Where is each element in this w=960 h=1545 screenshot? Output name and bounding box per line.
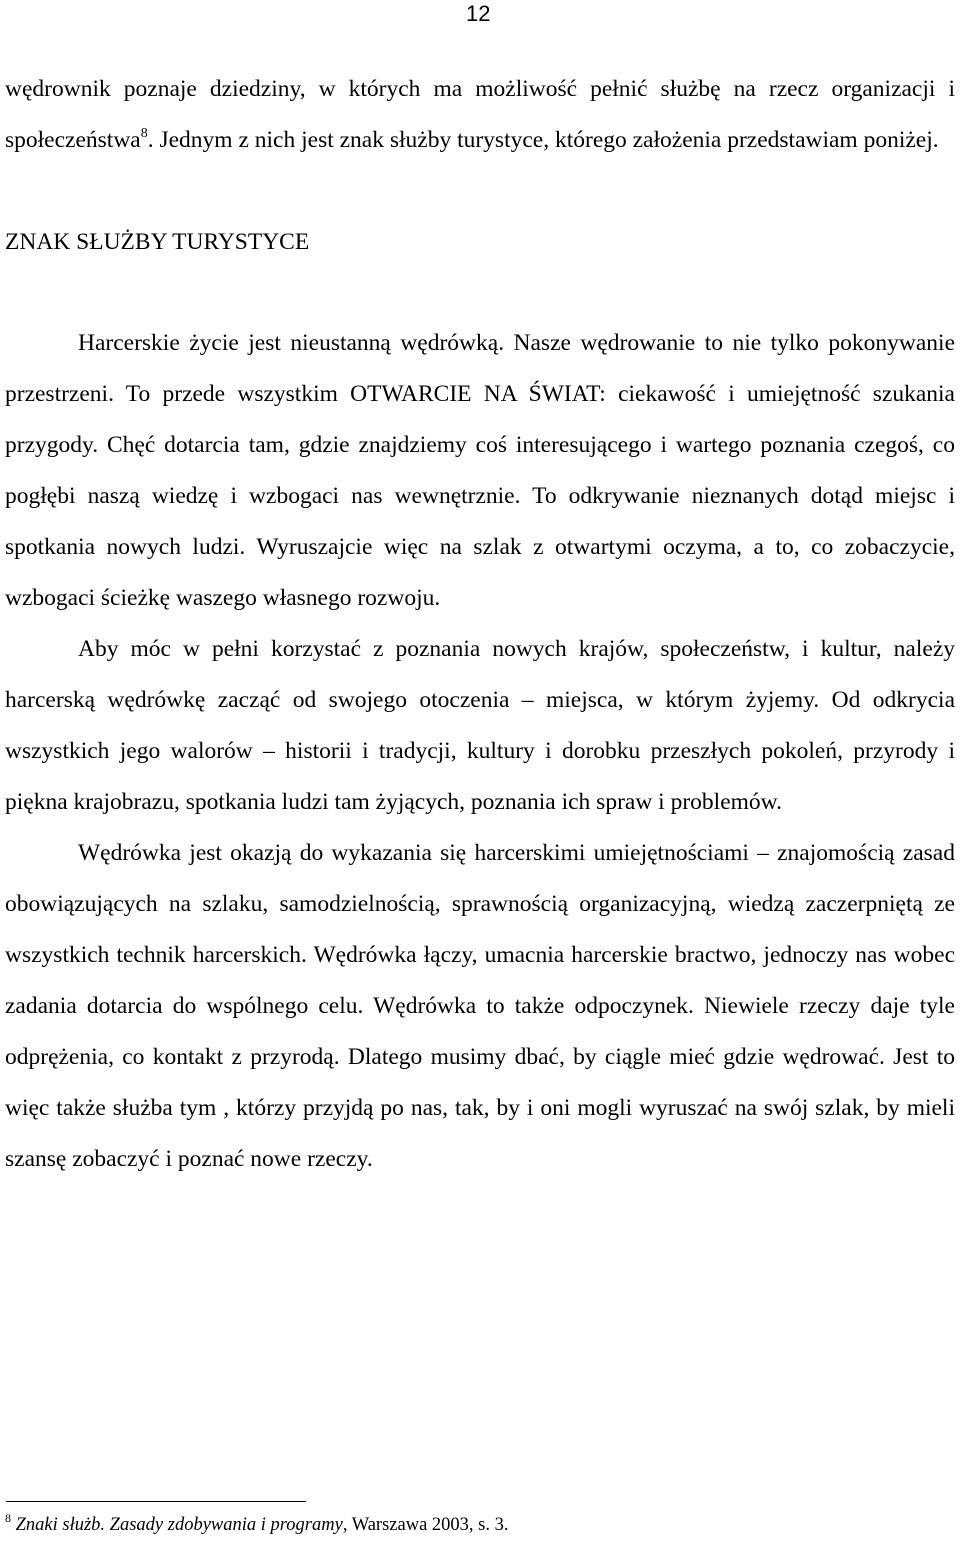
footnote-reference: 8 — [140, 126, 148, 141]
page-body — [5, 64, 955, 1185]
footnote-source-title: Znaki służb. Zasady zdobywania i programy — [15, 1515, 343, 1535]
footnote — [5, 1512, 945, 1538]
footnote-marker: 8 — [5, 1511, 11, 1525]
section-heading: ZNAK SŁUŻBY TURYSTYCE — [5, 229, 310, 255]
intro-paragraph — [5, 64, 955, 166]
footnote-separator — [6, 1501, 306, 1502]
intro-text-end: . Jednym z nich jest znak służby turystyce, którego założenia przedstawiam poniżej. — [147, 127, 939, 153]
body-paragraph-1: Harcerskie życie jest nieustanną wędrówką. Nasze wędrowanie to nie tylko pokonywanie przestrzeni. To przede wszystkim OTWARCIE NA ŚWIAT: ciekawość i umiejętność szukania przygody. Chęć dotarcia tam, gdzie znajdziemy coś interesującego i wartego poznania czegoś, co pogłębi naszą wiedzę i wzbogaci nas wewnętrznie. To odkrywanie nieznanych dotąd miejsc i spotkania nowych ludzi. Wyruszajcie więc na szlak z otwartymi oczyma, a to, co zobaczycie, wzbogaci ścieżkę waszego własnego rozwoju. — [5, 330, 955, 611]
body-paragraph-3: Wędrówka jest okazją do wykazania się harcerskimi umiejętnościami – znajomością zasad obowiązujących na szlaku, samodzielnością, sprawnością organizacyjną, wiedzą zaczerpniętą ze wszystkich technik harcerskich. Wędrówka łączy, umacnia harcerskie bractwo, jednoczy nas wobec zadania dotarcia do wspólnego celu. Wędrówka to także odpoczynek. Niewiele rzeczy daje tyle odprężenia, co kontakt z przyrodą. Dlatego musimy dbać, by ciągle mieć gdzie wędrować. Jest to więc także służba tym , którzy przyjdą po nas, tak, by i oni mogli wyruszać na swój szlak, by mieli szansę zobaczyć i poznać nowe rzeczy. — [5, 840, 955, 1172]
intro-text-start: wędrownik poznaje dziedziny, w których ma możliwość pełnić służbę na rzecz organizacji i społeczeństwa — [5, 76, 955, 153]
body-paragraph-2: Aby móc w pełni korzystać z poznania nowych krajów, społeczeństw, i kultur, należy harcerską wędrówkę zacząć od swojego otoczenia – miejsca, w którym żyjemy. Od odkrycia wszystkich jego walorów – historii i tradycji, kultury i dorobku przeszłych pokoleń, przyrody i piękna krajobrazu, spotkania ludzi tam żyjących, poznania ich spraw i problemów. — [5, 636, 955, 815]
footnote-source-details: , Warszawa 2003, s. 3. — [342, 1515, 509, 1535]
page-number: 12 — [466, 1, 491, 26]
